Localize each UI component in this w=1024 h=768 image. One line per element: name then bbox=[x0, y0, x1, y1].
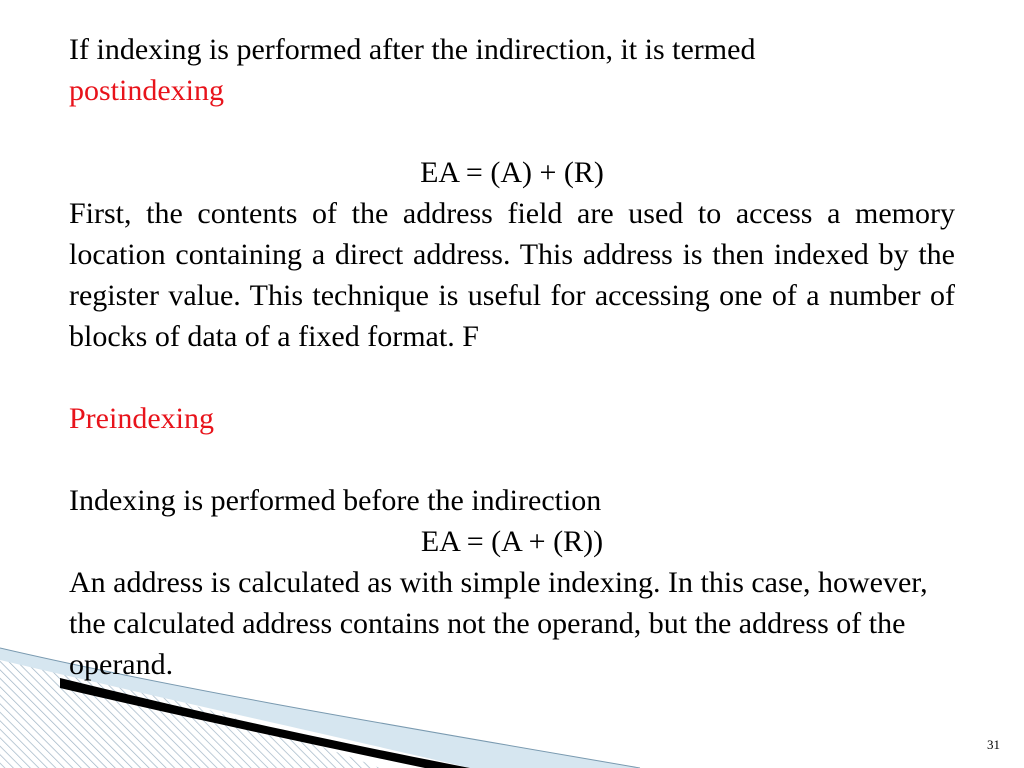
page-number: 31 bbox=[987, 737, 1000, 752]
preindexing-equation: EA = (A + (R)) bbox=[420, 525, 604, 558]
postindexing-term: postindexing bbox=[69, 74, 224, 107]
postindexing-equation: EA = (A) + (R) bbox=[420, 156, 604, 189]
postindexing-description: First, the contents of the address field are used to access a memory location containing a direct address. This address is then indexed by the register value. This technique is useful for accessing one of a number of blocks of data of a fixed format. F bbox=[69, 197, 955, 353]
preindexing-description: An address is calculated as with simple indexing. In this case, however, the calculated address contains not the operand, but the address of the operand. bbox=[69, 566, 928, 681]
slide-body bbox=[69, 29, 955, 685]
spacer bbox=[69, 111, 955, 152]
preindexing-heading: Preindexing bbox=[69, 402, 214, 435]
intro-text: If indexing is performed after the indirection, it is termed bbox=[69, 33, 756, 66]
spacer bbox=[69, 357, 955, 398]
spacer bbox=[69, 439, 955, 480]
preindexing-intro: Indexing is performed before the indirection bbox=[69, 484, 602, 517]
